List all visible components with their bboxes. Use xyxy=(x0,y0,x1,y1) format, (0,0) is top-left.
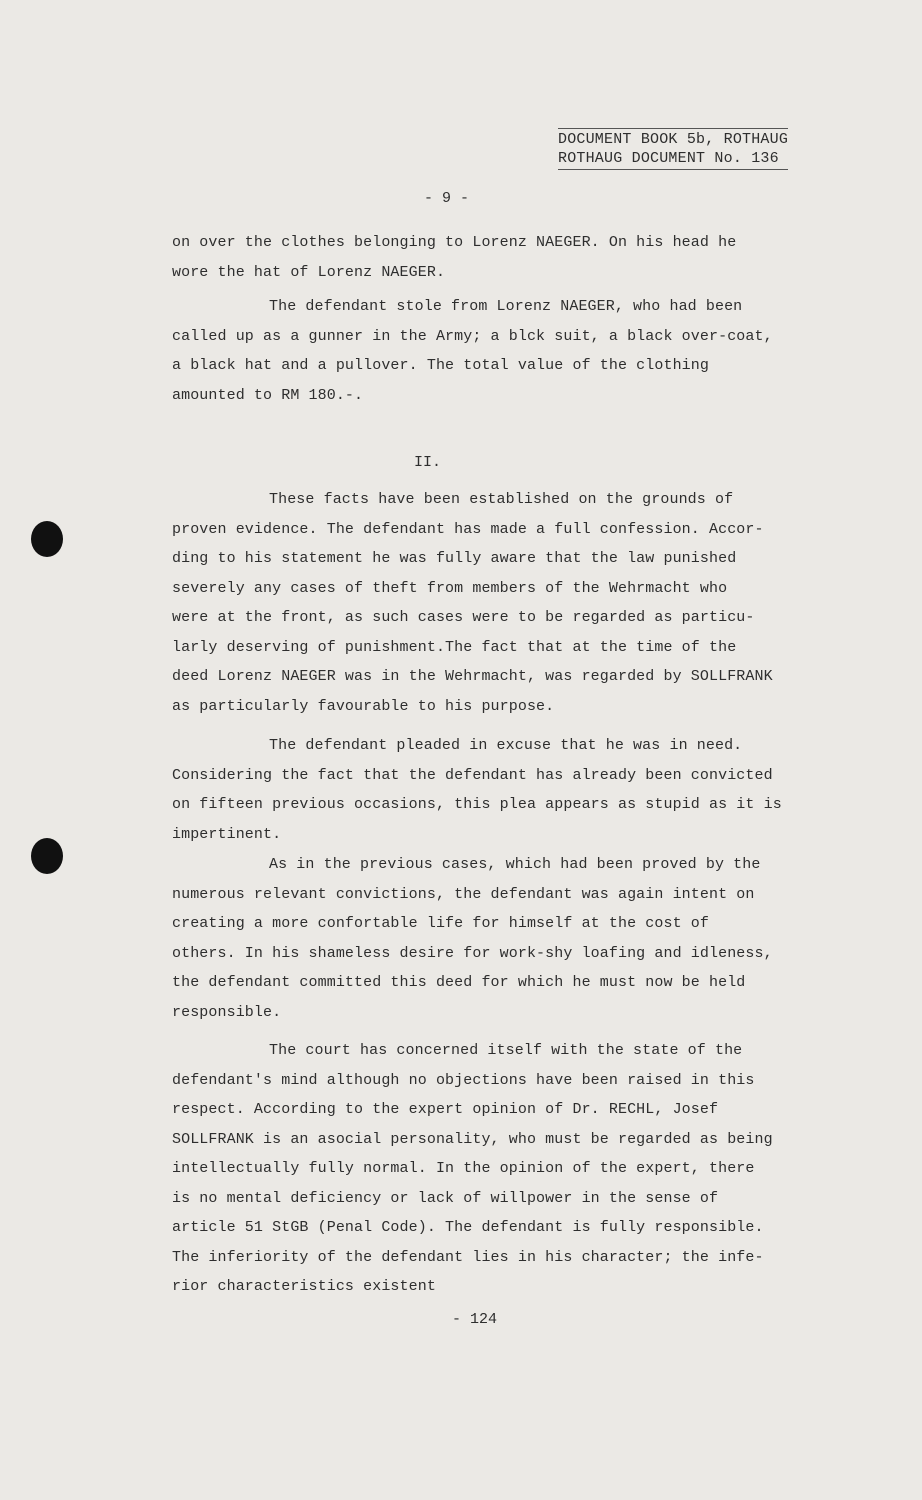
text-line: wore the hat of Lorenz NAEGER. xyxy=(172,263,446,281)
text-line: amounted to RM 180.-. xyxy=(172,386,364,404)
text-line: The inferiority of the defendant lies in his character; the infe- xyxy=(172,1248,764,1266)
text-line: impertinent. xyxy=(172,825,282,843)
paragraph-continuation xyxy=(172,228,832,287)
text-line: ding to his statement he was fully aware that the law punished xyxy=(172,550,737,567)
text-line: These facts have been established on the grounds of xyxy=(269,491,734,508)
text-line: The defendant stole from Lorenz NAEGER, who had been xyxy=(269,298,743,315)
text-line: is no mental deficiency or lack of willpower in the sense of xyxy=(172,1189,719,1207)
text-line: numerous relevant convictions, the defendant was again intent on xyxy=(172,885,755,903)
footer-page-number: - 124 xyxy=(452,1311,498,1328)
text-line: The defendant pleaded in excuse that he was in need. xyxy=(269,737,743,754)
text-line: called up as a gunner in the Army; a blck suit, a black over-coat, xyxy=(172,327,773,345)
header-line-2: ROTHAUG DOCUMENT No. 136 xyxy=(558,149,788,170)
header-line-1: DOCUMENT BOOK 5b, ROTHAUG xyxy=(558,128,788,149)
text-line: as particularly favourable to his purpose. xyxy=(172,697,555,715)
text-line: The court has concerned itself with the state of the xyxy=(269,1042,743,1059)
paragraph xyxy=(172,1036,832,1302)
text-line: the defendant committed this deed for which he must now be held xyxy=(172,974,746,991)
text-line: larly deserving of punishment.The fact that at the time of the xyxy=(172,638,737,656)
text-line: responsible. xyxy=(172,1003,282,1021)
paragraph xyxy=(172,731,832,849)
document-header xyxy=(558,128,788,170)
section-heading: II. xyxy=(414,454,442,471)
page-number: - 9 - xyxy=(424,190,470,207)
text-line: deed Lorenz NAEGER was in the Wehrmacht, was regarded by SOLLFRANK xyxy=(172,668,773,685)
text-line: on fifteen previous occasions, this plea appears as stupid as it is xyxy=(172,796,782,813)
text-line: respect. According to the expert opinion of Dr. RECHL, Josef xyxy=(172,1101,719,1118)
paragraph xyxy=(172,485,832,721)
punch-hole xyxy=(31,521,63,557)
text-line: defendant's mind although no objections have been raised in this xyxy=(172,1071,755,1089)
text-line: severely any cases of theft from members of the Wehrmacht who xyxy=(172,579,728,597)
text-line: rior characteristics existent xyxy=(172,1278,436,1295)
text-line: SOLLFRANK is an asocial personality, who must be regarded as being xyxy=(172,1130,773,1148)
punch-hole xyxy=(31,838,63,874)
text-line: creating a more confortable life for himself at the cost of xyxy=(172,915,709,932)
paragraph xyxy=(172,850,832,1027)
text-line: others. In his shameless desire for work-shy loafing and idleness, xyxy=(172,944,773,962)
text-line: on over the clothes belonging to Lorenz NAEGER. On his head he xyxy=(172,234,737,251)
text-line: article 51 StGB (Penal Code). The defendant is fully responsible. xyxy=(172,1219,764,1236)
text-line: intellectually fully normal. In the opinion of the expert, there xyxy=(172,1160,755,1177)
text-line: As in the previous cases, which had been proved by the xyxy=(269,856,761,873)
text-line: proven evidence. The defendant has made a full confession. Accor- xyxy=(172,520,764,538)
text-line: were at the front, as such cases were to be regarded as particu- xyxy=(172,609,755,626)
text-line: Considering the fact that the defendant has already been convicted xyxy=(172,766,773,784)
text-line: a black hat and a pullover. The total value of the clothing xyxy=(172,357,709,374)
paragraph xyxy=(172,292,832,410)
